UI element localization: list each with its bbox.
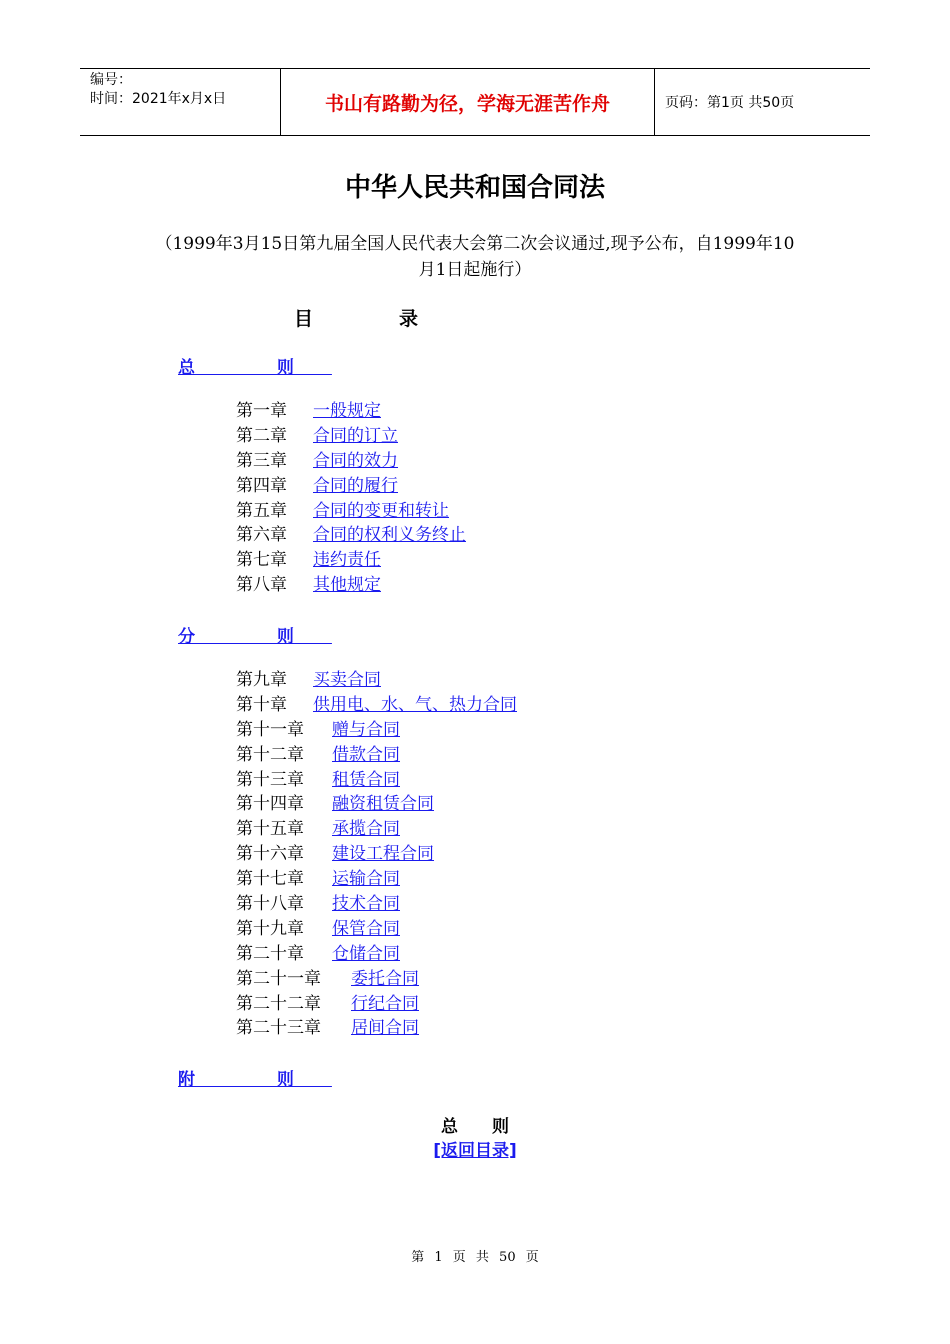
chapter-number: 第十三章	[236, 769, 304, 790]
toc-chapter	[236, 399, 466, 424]
toc-chapter	[236, 548, 466, 573]
toc-chapter	[236, 768, 517, 793]
section-heading-general	[0, 1112, 950, 1137]
chapter-link[interactable]: 违约责任	[313, 550, 381, 571]
toc-chapter	[236, 917, 517, 942]
toc-chapter	[236, 424, 466, 449]
section-heading-ze: 则	[492, 1117, 509, 1137]
chapter-link[interactable]: 赠与合同	[332, 719, 400, 740]
toc-chapter	[236, 693, 517, 718]
toc-chapter	[236, 842, 517, 867]
time-label: 时间：2021年x月x日	[90, 91, 227, 107]
chapter-number: 第四章	[236, 475, 287, 496]
chapter-number: 第十五章	[236, 819, 304, 840]
chapter-number: 第十六章	[236, 844, 304, 865]
chapter-number: 第十二章	[236, 744, 304, 765]
chapter-number: 第八章	[236, 575, 287, 596]
chapter-link[interactable]: 居间合同	[351, 1018, 419, 1039]
page-footer: 第 1 页 共 50 页	[411, 1250, 539, 1265]
chapter-number: 第五章	[236, 500, 287, 521]
chapter-number: 第十七章	[236, 869, 304, 890]
chapter-link[interactable]: 借款合同	[332, 744, 400, 765]
chapter-number: 第十一章	[236, 719, 304, 740]
toc-chapter	[236, 523, 466, 548]
chapter-link[interactable]: 合同的履行	[313, 475, 398, 496]
chapter-number: 第一章	[236, 401, 287, 421]
chapter-number: 第十八章	[236, 894, 304, 915]
chapter-number: 第二章	[236, 425, 287, 446]
number-label: 编号：	[90, 72, 132, 88]
document-subtitle: （1999年3月15日第九届全国人民代表大会第二次会议通过,现予公布，自1999年10月1日起施行）	[155, 234, 795, 280]
header-page-info: 页码：第1页 共50页	[665, 95, 795, 111]
toc-heading-mu: 目	[294, 308, 314, 330]
back-to-toc-link[interactable]: [返回目录]	[433, 1141, 517, 1161]
chapter-number: 第十九章	[236, 918, 304, 939]
chapter-link[interactable]: 合同的订立	[313, 425, 398, 446]
toc-section-specific[interactable]: 分 则	[178, 627, 332, 647]
toc-chapter	[236, 668, 517, 693]
toc-section-supplementary[interactable]: 附 则	[178, 1070, 332, 1090]
chapter-number: 第二十一章	[236, 968, 321, 989]
section-heading-zong: 总	[441, 1117, 458, 1137]
toc-chapter	[236, 892, 517, 917]
chapter-link[interactable]: 仓储合同	[332, 943, 400, 964]
toc-general-chapters	[236, 399, 466, 598]
toc-heading	[294, 304, 418, 331]
toc-chapter	[236, 474, 466, 499]
chapter-link[interactable]: 保管合同	[332, 918, 400, 939]
chapter-number: 第三章	[236, 450, 287, 471]
header-motto: 书山有路勤为径，学海无涯苦作舟	[281, 69, 655, 135]
chapter-link[interactable]: 买卖合同	[313, 670, 381, 690]
toc-chapter	[236, 867, 517, 892]
chapter-number: 第十章	[236, 694, 287, 715]
chapter-link[interactable]: 委托合同	[351, 968, 419, 989]
toc-chapter	[236, 817, 517, 842]
header-meta	[80, 69, 281, 135]
chapter-number: 第二十三章	[236, 1018, 321, 1039]
back-to-toc	[0, 1136, 950, 1161]
toc-chapter	[236, 792, 517, 817]
chapter-link[interactable]: 供用电、水、气、热力合同	[313, 694, 517, 715]
toc-section-general[interactable]: 总 则	[178, 358, 332, 378]
chapter-link[interactable]: 其他规定	[313, 575, 381, 596]
toc-chapter	[236, 449, 466, 474]
chapter-link[interactable]: 技术合同	[332, 894, 400, 915]
chapter-link[interactable]: 承揽合同	[332, 819, 400, 840]
chapter-link[interactable]: 建设工程合同	[332, 844, 434, 865]
toc-chapter	[236, 967, 517, 992]
chapter-number: 第二十章	[236, 943, 304, 964]
chapter-link[interactable]: 融资租赁合同	[332, 794, 434, 815]
chapter-number: 第七章	[236, 550, 287, 571]
chapter-number: 第十四章	[236, 794, 304, 815]
chapter-link[interactable]: 一般规定	[313, 401, 381, 421]
chapter-link[interactable]: 合同的权利义务终止	[313, 525, 466, 546]
toc-chapter	[236, 573, 466, 598]
toc-heading-lu: 录	[399, 308, 419, 330]
document-title: 中华人民共和国合同法	[344, 173, 605, 203]
chapter-link[interactable]: 合同的变更和转让	[313, 500, 449, 521]
chapter-number: 第九章	[236, 670, 287, 690]
chapter-number: 第二十二章	[236, 993, 321, 1014]
toc-chapter	[236, 718, 517, 743]
toc-chapter	[236, 499, 466, 524]
chapter-link[interactable]: 行纪合同	[351, 993, 419, 1014]
toc-chapter	[236, 992, 517, 1017]
toc-chapter	[236, 942, 517, 967]
chapter-link[interactable]: 合同的效力	[313, 450, 398, 471]
toc-specific-chapters	[236, 668, 517, 1041]
chapter-link[interactable]: 运输合同	[332, 869, 400, 890]
chapter-link[interactable]: 租赁合同	[332, 769, 400, 790]
toc-chapter	[236, 1016, 517, 1041]
chapter-number: 第六章	[236, 525, 287, 546]
toc-chapter	[236, 743, 517, 768]
page-header	[80, 68, 870, 136]
